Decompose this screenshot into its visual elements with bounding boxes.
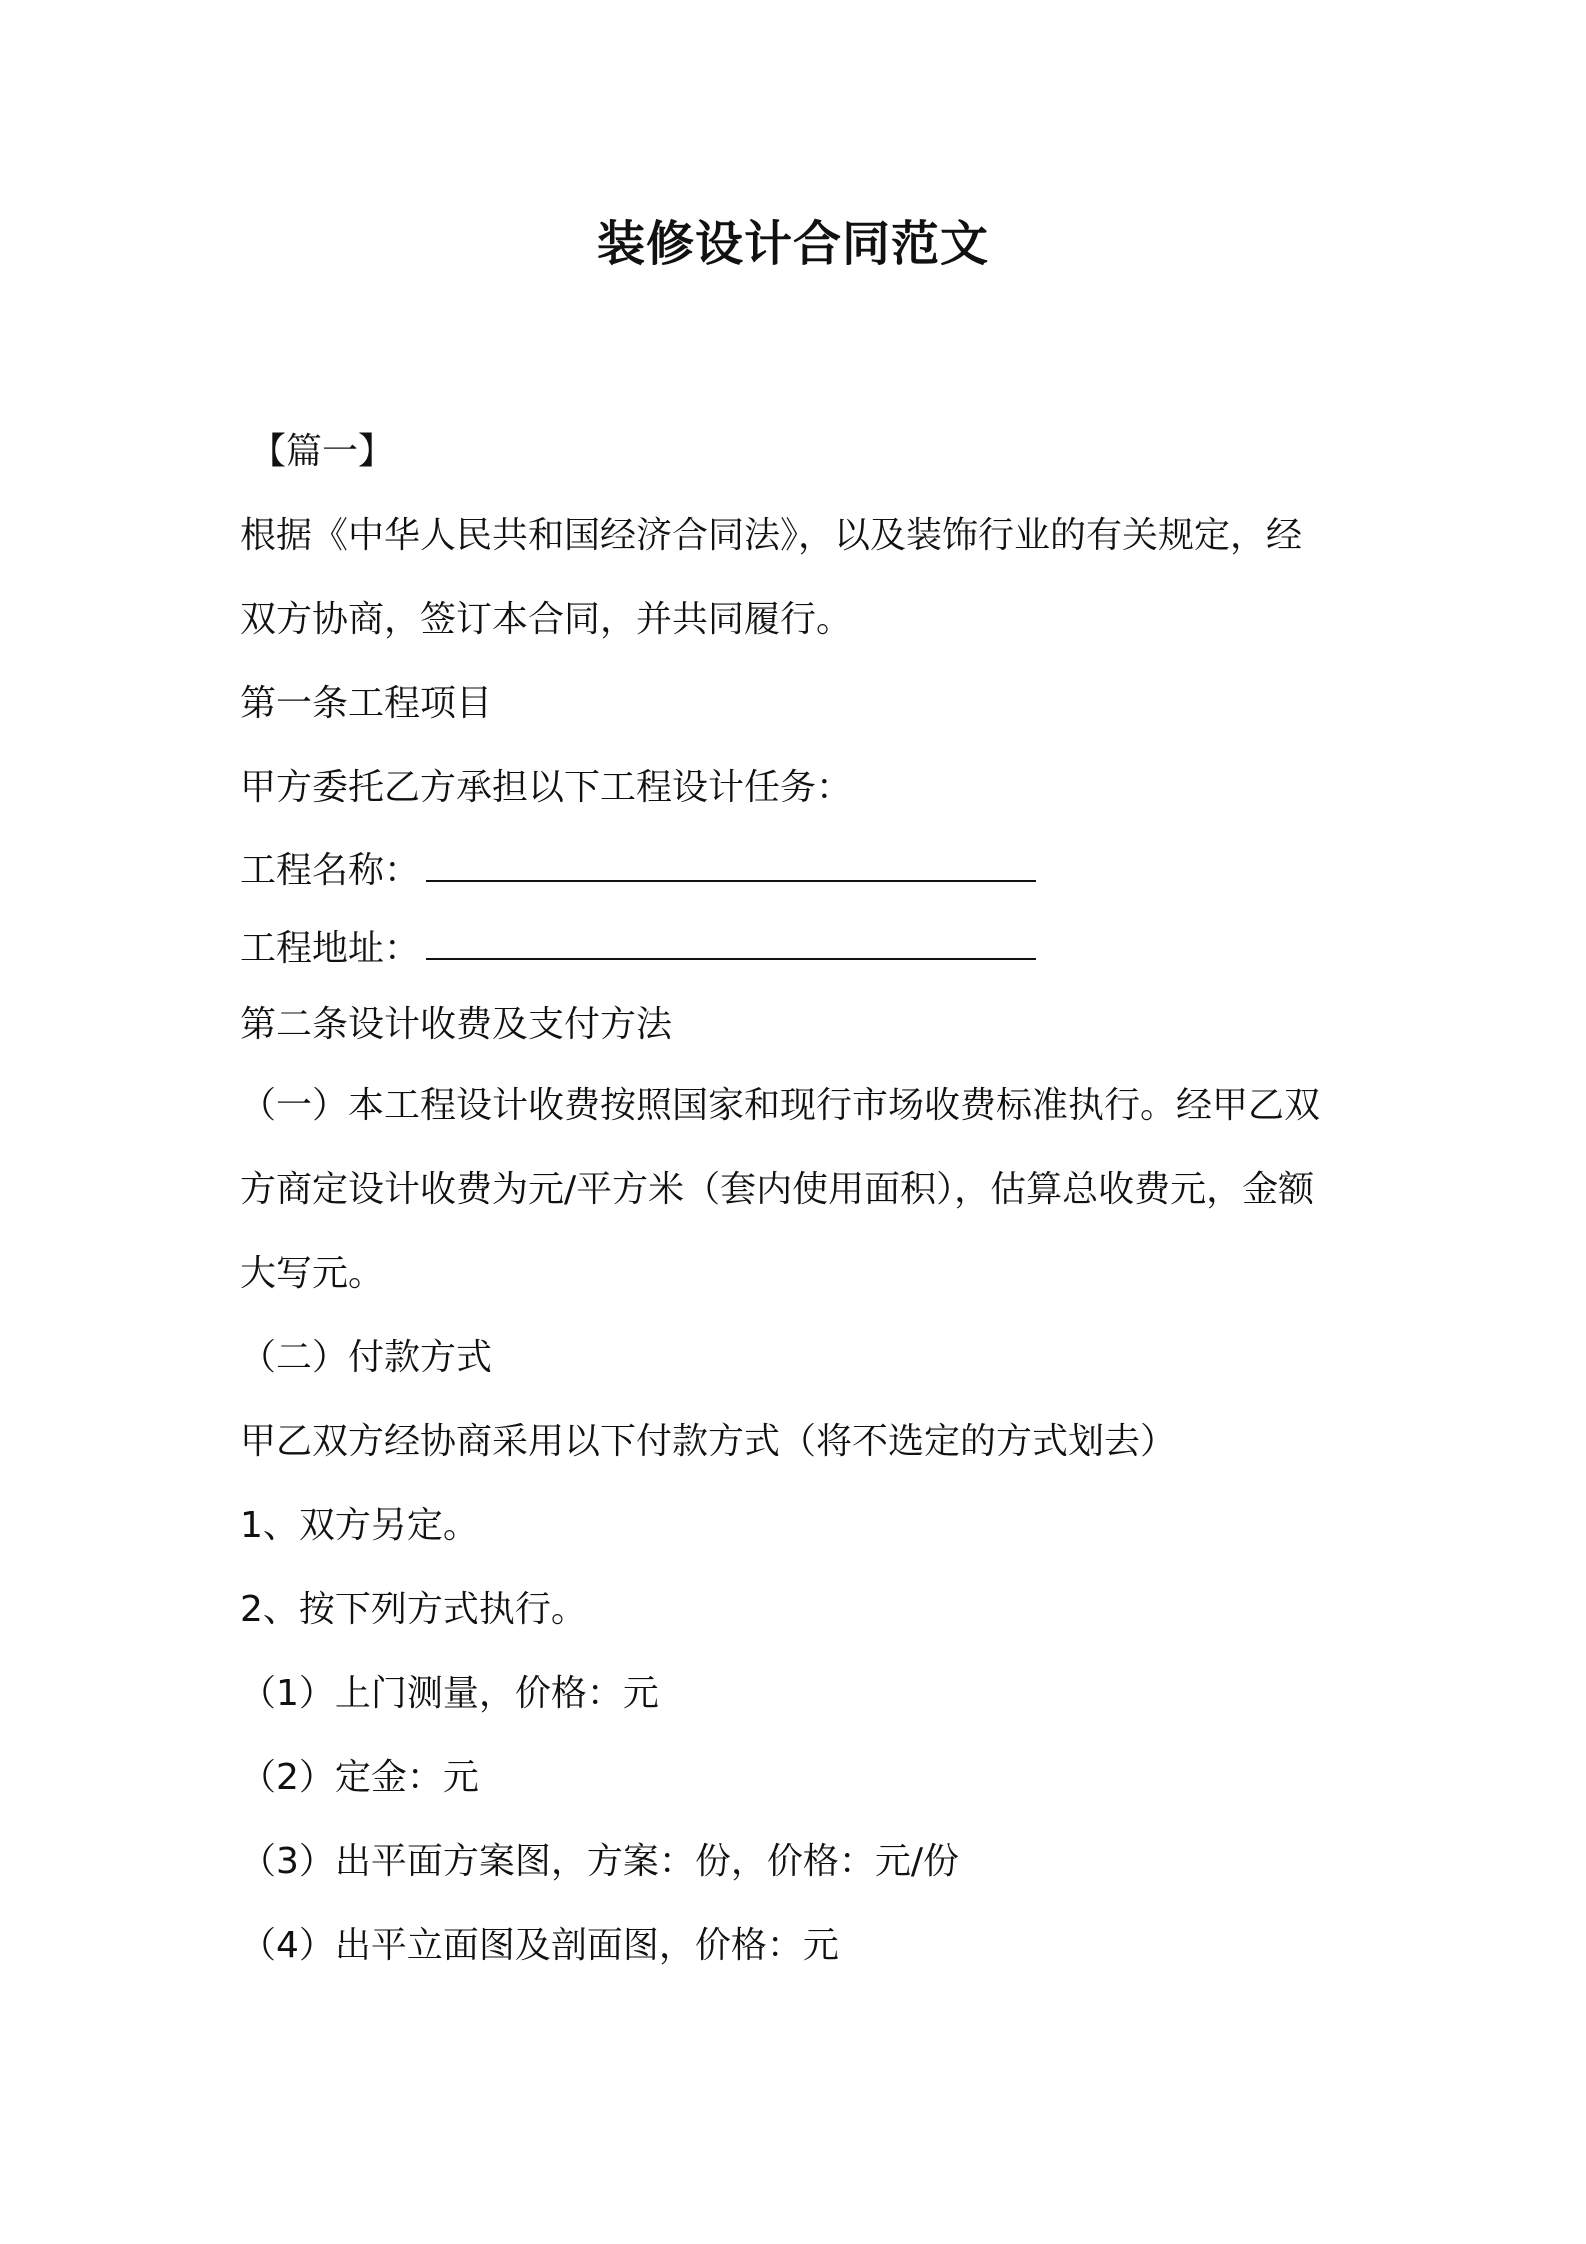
project-address-row (240, 908, 1360, 986)
document-body (240, 410, 1360, 1988)
paragraph-task: 甲方委托乙方承担以下工程设计任务： (240, 767, 853, 808)
payment-item-3: （3）出平面方案图，方案：份，价格：元/份 (240, 1841, 960, 1882)
section-marker: 【篇一】 (250, 431, 395, 472)
payment-option-2: 2、按下列方式执行。 (240, 1589, 587, 1630)
project-address-blank (426, 908, 1036, 960)
paragraph-fee-2: 方商定设计收费为元/平方米（套内使用面积），估算总收费元，金额 (240, 1169, 1315, 1210)
project-name-row (240, 830, 1360, 908)
project-name-blank (426, 830, 1036, 882)
document-title: 装修设计合同范文 (596, 216, 989, 272)
payment-item-2: （2）定金：元 (240, 1757, 479, 1798)
payment-heading: （二）付款方式 (240, 1337, 493, 1378)
paragraph-intro-2: 双方协商，签订本合同，并共同履行。 (240, 599, 853, 640)
paragraph-intro-1: 根据《中华人民共和国经济合同法》，以及装饰行业的有关规定，经 (240, 515, 1303, 556)
article-1-heading: 第一条工程项目 (240, 683, 493, 724)
article-2-heading: 第二条设计收费及支付方法 (240, 1004, 673, 1045)
paragraph-fee-3: 大写元。 (240, 1253, 385, 1294)
payment-option-1: 1、双方另定。 (240, 1505, 479, 1546)
payment-item-4: （4）出平立面图及剖面图，价格：元 (240, 1925, 839, 1966)
payment-item-1: （1）上门测量，价格：元 (240, 1673, 659, 1714)
project-name-label: 工程名称： (240, 850, 421, 891)
project-address-label: 工程地址： (240, 928, 421, 969)
paragraph-fee-1: （一）本工程设计收费按照国家和现行市场收费标准执行。经甲乙双 (240, 1085, 1321, 1126)
paragraph-payment-intro: 甲乙双方经协商采用以下付款方式（将不选定的方式划去） (240, 1421, 1177, 1462)
